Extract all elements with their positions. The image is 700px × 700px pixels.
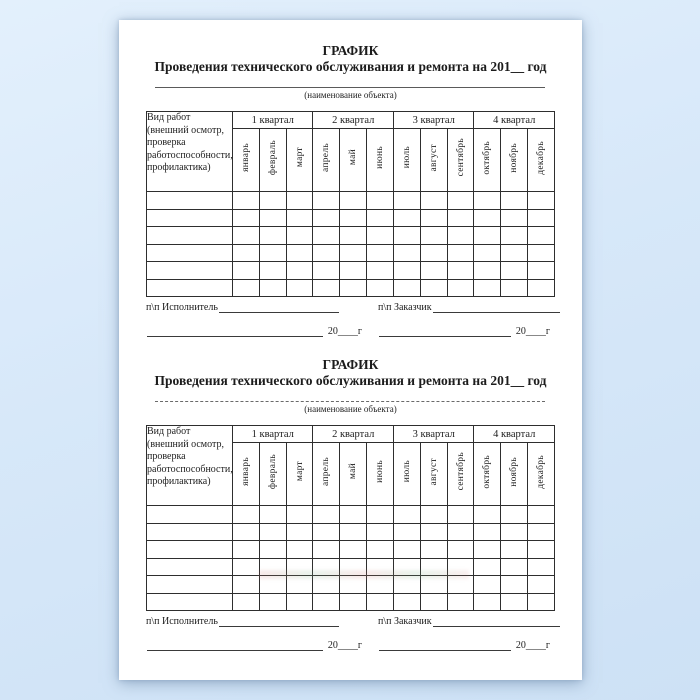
month-header-cell [393,129,420,192]
empty-cell [340,506,367,524]
empty-cell [367,523,394,541]
empty-cell [286,192,313,210]
signature-row [146,615,560,629]
empty-cell [501,262,528,280]
empty-cell [393,593,420,611]
object-name-blank [155,76,545,88]
form-title: ГРАФИК [322,43,379,58]
quarter-header-cell: 2 квартал [313,426,393,443]
empty-cell [233,262,260,280]
month-label: сентябрь [455,138,466,177]
empty-cell [447,227,474,245]
empty-cell [233,244,260,262]
empty-cell [147,541,233,559]
month-label: сентябрь [455,452,466,491]
month-header-cell [420,443,447,506]
empty-cell [340,192,367,210]
empty-cell [528,558,555,576]
empty-cell [259,523,286,541]
month-header-cell [259,129,286,192]
empty-cell [313,593,340,611]
empty-cell [147,192,233,210]
month-label: май [348,149,359,166]
empty-cell [233,523,260,541]
empty-cell [420,262,447,280]
empty-cell [447,262,474,280]
empty-cell [259,506,286,524]
empty-cell [528,279,555,297]
empty-cell [147,558,233,576]
month-header-cell [474,443,501,506]
empty-cell [147,262,233,280]
empty-cell [367,593,394,611]
empty-cell [447,192,474,210]
empty-cell [501,227,528,245]
customer-signature-blank [433,301,560,313]
empty-cell [313,506,340,524]
empty-cell [233,279,260,297]
empty-cell [447,506,474,524]
empty-cell [286,209,313,227]
empty-cell [474,227,501,245]
empty-cell [367,209,394,227]
schedule-form-1 [119,43,582,356]
empty-cell [233,541,260,559]
empty-cell [528,593,555,611]
empty-cell [286,244,313,262]
form-subtitle: Проведения технического обслуживания и ремонта на 201__ год [154,59,547,74]
empty-cell [393,279,420,297]
form-title: ГРАФИК [322,357,379,372]
customer-label: п\п Заказчик [378,302,432,313]
schedule-table [146,425,555,611]
empty-cell [501,558,528,576]
executor-date [146,639,362,651]
month-header-cell [474,129,501,192]
month-label: январь [240,143,251,172]
empty-cell [340,541,367,559]
quarter-header-cell: 4 квартал [474,426,555,443]
quarter-header-cell: 2 квартал [313,112,393,129]
empty-cell [447,209,474,227]
month-header-cell [233,443,260,506]
month-label: июль [401,460,412,483]
empty-cell [474,558,501,576]
month-header-cell [528,443,555,506]
empty-cell [528,244,555,262]
month-label: октябрь [482,140,493,175]
empty-cell [474,244,501,262]
empty-cell [420,523,447,541]
empty-cell [528,523,555,541]
empty-cell [420,244,447,262]
empty-cell [313,262,340,280]
month-header-cell [420,129,447,192]
empty-cell [393,262,420,280]
date-blank [147,639,323,651]
empty-cell [528,209,555,227]
empty-cell [393,541,420,559]
empty-cell [393,244,420,262]
empty-cell [233,558,260,576]
schedule-form-2 [119,357,582,670]
empty-cell [447,541,474,559]
customer-date [378,325,550,337]
work-type-header-cell: Вид работ (внешний осмотр, проверка работоспособности, профилактика) [147,112,233,192]
empty-cell [420,506,447,524]
empty-cell [286,227,313,245]
empty-cell [474,593,501,611]
executor-label: п\п Исполнитель [146,302,218,313]
empty-cell [528,541,555,559]
empty-cell [340,227,367,245]
empty-cell [147,244,233,262]
month-header-cell [501,443,528,506]
empty-cell [259,541,286,559]
empty-cell [313,523,340,541]
empty-cell [420,209,447,227]
date-year-label: 20____г [515,326,550,337]
schedule-table [146,111,555,297]
empty-cell [447,279,474,297]
empty-cell [501,506,528,524]
month-header-cell [501,129,528,192]
empty-cell [501,192,528,210]
executor-signature-blank [219,615,339,627]
month-label: апрель [321,142,332,172]
quarter-header-cell: 1 квартал [233,426,313,443]
empty-cell [528,192,555,210]
empty-cell [286,506,313,524]
empty-cell [340,279,367,297]
empty-cell [340,523,367,541]
empty-cell [474,541,501,559]
empty-cell [528,576,555,594]
empty-cell [474,192,501,210]
executor-signature [146,615,339,627]
empty-cell [501,541,528,559]
month-label: март [294,461,305,482]
month-header-cell [313,129,340,192]
empty-cell [367,506,394,524]
empty-cell [147,523,233,541]
empty-cell [420,192,447,210]
month-label: декабрь [536,140,547,175]
executor-label: п\п Исполнитель [146,616,218,627]
empty-cell [147,227,233,245]
quarter-header-cell: 1 квартал [233,112,313,129]
empty-cell [528,227,555,245]
date-blank [379,639,511,651]
empty-cell [501,523,528,541]
empty-cell [233,506,260,524]
date-blank [379,325,511,337]
month-label: октябрь [482,454,493,489]
empty-cell [420,279,447,297]
empty-cell [367,279,394,297]
customer-label: п\п Заказчик [378,616,432,627]
empty-cell [393,523,420,541]
date-row [146,639,560,653]
month-label: июль [401,146,412,169]
empty-cell [393,209,420,227]
document-page [119,20,582,680]
empty-cell [313,279,340,297]
empty-cell [367,541,394,559]
empty-cell [501,209,528,227]
month-header-cell [340,129,367,192]
empty-cell [501,244,528,262]
customer-date [378,639,550,651]
empty-cell [147,506,233,524]
month-label: май [348,463,359,480]
object-name-caption: (наименование объекта) [304,404,397,414]
month-label: декабрь [536,454,547,489]
month-header-cell [367,443,394,506]
quarter-header-cell: 4 квартал [474,112,555,129]
month-header-cell [528,129,555,192]
month-label: август [428,143,439,172]
empty-cell [393,227,420,245]
empty-cell [501,279,528,297]
empty-cell [259,279,286,297]
month-label: февраль [267,453,278,490]
empty-cell [313,541,340,559]
empty-cell [147,576,233,594]
empty-cell [474,262,501,280]
empty-cell [447,593,474,611]
empty-cell [501,576,528,594]
month-header-cell [447,129,474,192]
month-label: февраль [267,139,278,176]
empty-cell [259,209,286,227]
month-label: август [428,457,439,486]
work-type-header-cell: Вид работ (внешний осмотр, проверка работоспособности, профилактика) [147,426,233,506]
empty-cell [367,262,394,280]
empty-cell [259,227,286,245]
month-label: январь [240,457,251,486]
empty-cell [259,262,286,280]
month-label: март [294,147,305,168]
month-header-cell [340,443,367,506]
executor-signature [146,301,339,313]
customer-signature-blank [433,615,560,627]
empty-cell [313,227,340,245]
empty-cell [367,244,394,262]
month-label: апрель [321,456,332,486]
empty-cell [286,593,313,611]
empty-cell [474,576,501,594]
month-label: ноябрь [509,456,520,487]
empty-cell [313,244,340,262]
empty-cell [528,262,555,280]
empty-cell [286,541,313,559]
empty-cell [367,227,394,245]
empty-cell [286,279,313,297]
object-name-blank [155,390,545,402]
empty-cell [147,209,233,227]
empty-cell [393,192,420,210]
customer-signature [378,301,560,313]
quarter-header-cell: 3 квартал [393,112,473,129]
empty-cell [340,244,367,262]
empty-cell [286,262,313,280]
object-name-caption: (наименование объекта) [304,90,397,100]
empty-cell [501,593,528,611]
month-header-cell [367,129,394,192]
empty-cell [528,506,555,524]
month-header-cell [447,443,474,506]
date-year-label: 20____г [515,640,550,651]
empty-cell [474,523,501,541]
empty-cell [447,244,474,262]
month-header-cell [286,443,313,506]
empty-cell [313,209,340,227]
month-header-cell [259,443,286,506]
empty-cell [233,209,260,227]
month-header-cell [233,129,260,192]
faint-watermark [259,570,469,579]
empty-cell [420,227,447,245]
date-year-label: 20____г [327,326,362,337]
quarter-header-cell: 3 квартал [393,426,473,443]
empty-cell [340,262,367,280]
empty-cell [393,506,420,524]
empty-cell [420,593,447,611]
month-label: ноябрь [509,142,520,173]
date-year-label: 20____г [327,640,362,651]
month-header-cell [313,443,340,506]
empty-cell [259,192,286,210]
empty-cell [474,209,501,227]
empty-cell [233,576,260,594]
empty-cell [259,244,286,262]
empty-cell [147,593,233,611]
empty-cell [340,593,367,611]
empty-cell [420,541,447,559]
empty-cell [286,523,313,541]
empty-cell [259,593,286,611]
signature-row [146,301,560,315]
empty-cell [147,279,233,297]
date-blank [147,325,323,337]
executor-date [146,325,362,337]
empty-cell [313,192,340,210]
customer-signature [378,615,560,627]
empty-cell [367,192,394,210]
month-label: июнь [375,460,386,483]
empty-cell [447,523,474,541]
executor-signature-blank [219,301,339,313]
month-header-cell [286,129,313,192]
date-row [146,325,560,339]
form-subtitle: Проведения технического обслуживания и ремонта на 201__ год [154,373,547,388]
month-header-cell [393,443,420,506]
empty-cell [233,593,260,611]
empty-cell [233,192,260,210]
empty-cell [474,279,501,297]
empty-cell [340,209,367,227]
empty-cell [233,227,260,245]
month-label: июнь [375,146,386,169]
empty-cell [474,506,501,524]
